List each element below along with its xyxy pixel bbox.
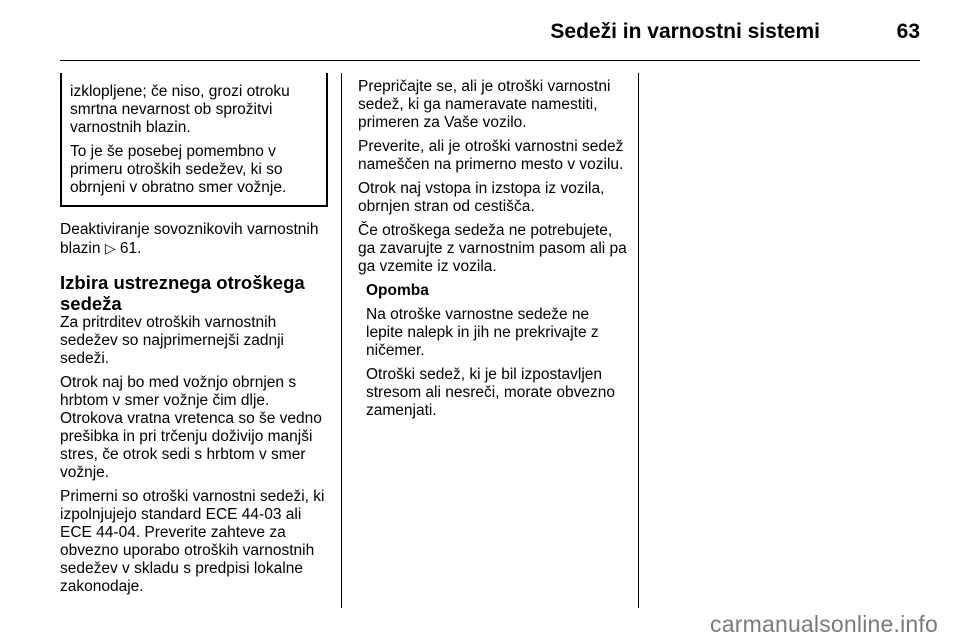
page-number: 63 (896, 20, 920, 43)
paragraph: Otrok naj vstopa in izstopa iz vozila, obrnjen stran od cestišča. (358, 180, 605, 215)
paragraph: Preverite, ali je otroški varnostni sedež nameščen na primerno mesto v vozilu. (358, 138, 624, 173)
note-title: Opomba (366, 282, 429, 299)
page-title: Sedeži in varnostni sistemi (550, 20, 820, 43)
cross-reference (60, 221, 328, 258)
column-divider (341, 73, 342, 608)
note-text: Otroški sedež, ki je bil izpostavljen stresom ali nesreči, morate obvezno zamenjati. (366, 366, 615, 419)
warning-box (60, 73, 328, 207)
paragraph: Za pritrditev otroških varnostnih sedežev so najprimernejši zadnji sedeži. (60, 314, 285, 367)
warning-text-2: To je še posebej pomembno v primeru otroških sedežev, ki so obrnjeni v obratno smer vožnje. (70, 143, 287, 196)
cross-reference-page: 61. (119, 240, 142, 257)
column-left (60, 73, 328, 602)
paragraph: Otrok naj bo med vožnjo obrnjen s hrbtom v smer vožnje čim dlje. Otrokova vratna vretenca so še vedno prešibka in pri trčenju doživijo manjši stres, če otrok sedi s hrbtom v smer vožnje. (60, 374, 322, 481)
paragraph: Primerni so otroški varnostni sedeži, ki izpolnjujejo standard ECE 44-03 ali ECE 44-04. Preverite zahteve za obvezno uporabo otroških varnostnih sedežev v skladu s predpisi lokalne zakonodaje. (60, 488, 325, 595)
note-block (366, 282, 630, 420)
column-middle (358, 78, 630, 426)
cross-reference-text: Deaktiviranje sovoznikovih varnostnih blazin (60, 221, 319, 257)
note-text: Na otroške varnostne sedeže ne lepite nalepk in jih ne prekrivajte z ničemer. (366, 306, 599, 359)
paragraph: Če otroškega sedeža ne potrebujete, ga zavarujte z varnostnim pasom ali pa ga vzemite iz vozila. (358, 222, 627, 275)
paragraph: Prepričajte se, ali je otroški varnostni sedež, ki ga nameravate namestiti, primeren za Vaše vozilo. (358, 78, 611, 131)
column-divider (638, 73, 639, 608)
watermark: carmanualsonline.info (710, 611, 938, 637)
page-reference-icon: ▷ (104, 240, 116, 256)
warning-text-1: izklopljene; če niso, grozi otroku smrtna nevarnost ob sprožitvi varnostnih blazin. (70, 83, 290, 136)
section-heading: Izbira ustreznega otroškega sedeža (60, 272, 305, 314)
header-divider (60, 60, 920, 61)
